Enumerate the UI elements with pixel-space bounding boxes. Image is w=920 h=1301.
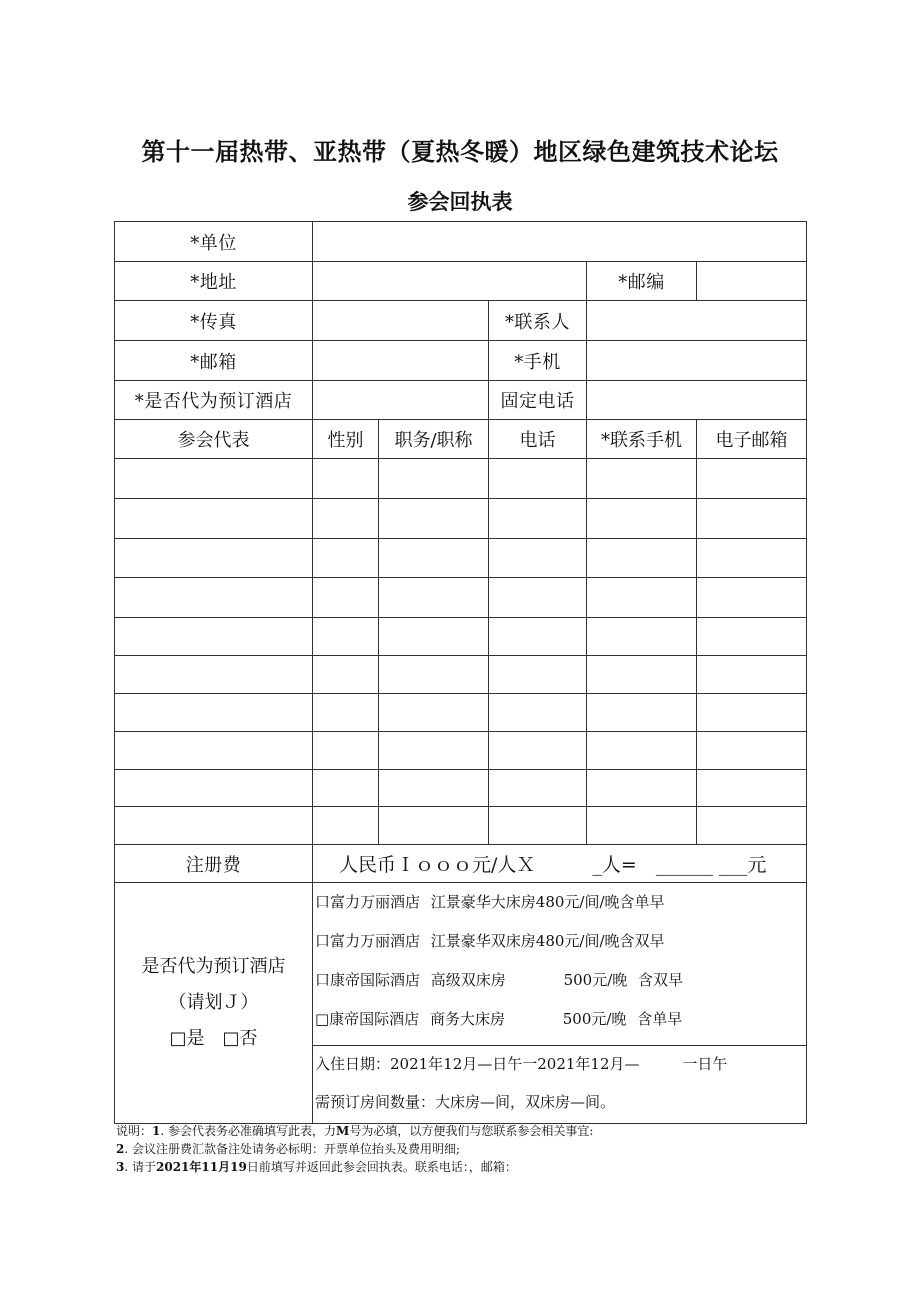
hotel-name: 口富力万丽酒店 bbox=[315, 893, 421, 911]
delegate-cell[interactable] bbox=[489, 694, 587, 732]
note-text: M bbox=[336, 1124, 350, 1138]
landline-label: 固定电话 bbox=[489, 381, 587, 420]
delegate-cell[interactable] bbox=[587, 732, 697, 770]
delegate-cell[interactable] bbox=[489, 578, 587, 618]
landline-input-cell[interactable] bbox=[587, 381, 807, 420]
hotel-breakfast: 含双早 bbox=[638, 971, 684, 989]
registration-form-table bbox=[114, 221, 807, 1124]
delegate-cell[interactable] bbox=[587, 770, 697, 807]
delegate-cell[interactable] bbox=[697, 539, 807, 578]
delegate-cell[interactable] bbox=[379, 578, 489, 618]
note-text: . 会议注册费汇款备注处请务必标明：开票单位抬头及费用明细; bbox=[124, 1142, 461, 1156]
fax-label: *传真 bbox=[115, 301, 313, 341]
delegate-cell[interactable] bbox=[313, 656, 379, 694]
hotel-room: 高级双床房 bbox=[430, 971, 506, 989]
delegate-cell[interactable] bbox=[587, 694, 697, 732]
delegate-cell[interactable] bbox=[115, 459, 313, 499]
note-text: 日前填写并返回此参会回执表。联系电话：，邮箱： bbox=[246, 1160, 517, 1174]
hotel-name: 口富力万丽酒店 bbox=[315, 932, 421, 950]
email-label: *邮箱 bbox=[115, 341, 313, 381]
delegate-row bbox=[115, 618, 807, 656]
delegate-cell[interactable] bbox=[115, 807, 313, 845]
delegate-cell[interactable] bbox=[489, 459, 587, 499]
hotel-price: 500元/晚 bbox=[563, 971, 628, 989]
delegate-row bbox=[115, 499, 807, 539]
note-number: 2 bbox=[116, 1142, 125, 1156]
delegate-cell[interactable] bbox=[697, 459, 807, 499]
note-date: 2021年11月19 bbox=[156, 1160, 247, 1174]
delegate-cell[interactable] bbox=[313, 618, 379, 656]
position-header: 职务/职称 bbox=[379, 420, 489, 459]
delegate-cell[interactable] bbox=[115, 539, 313, 578]
delegate-cell[interactable] bbox=[587, 459, 697, 499]
hotel-question-text: 是否代为预订酒店 bbox=[141, 956, 286, 977]
checkin-cell bbox=[313, 1046, 807, 1124]
page-title: 第十一届热带、亚热带（夏热冬暖）地区绿色建筑技术论坛 bbox=[141, 138, 779, 166]
delegate-cell[interactable] bbox=[379, 539, 489, 578]
notes-section bbox=[116, 1122, 593, 1176]
delegate-cell[interactable] bbox=[489, 732, 587, 770]
delegate-row bbox=[115, 770, 807, 807]
hotel-price: 500元/晚 bbox=[562, 1010, 627, 1028]
hotel-option[interactable] bbox=[315, 1006, 806, 1045]
delegate-cell[interactable] bbox=[379, 807, 489, 845]
mobile-label: *手机 bbox=[489, 341, 587, 381]
delegate-cell[interactable] bbox=[697, 618, 807, 656]
delegate-cell[interactable] bbox=[313, 578, 379, 618]
checkin-date-line[interactable] bbox=[315, 1046, 806, 1084]
hotel-name: 口康帝国际酒店 bbox=[315, 971, 421, 989]
delegate-cell[interactable] bbox=[489, 656, 587, 694]
delegate-cell[interactable] bbox=[379, 499, 489, 539]
registration-fee-value[interactable]: 人民币Ｉｏｏｏ元/人Ｘ _人= ______ ___元 bbox=[313, 845, 807, 883]
delegate-cell[interactable] bbox=[489, 539, 587, 578]
delegate-cell[interactable] bbox=[115, 694, 313, 732]
hotel-option[interactable] bbox=[315, 889, 806, 928]
delegate-cell[interactable] bbox=[697, 732, 807, 770]
delegate-cell[interactable] bbox=[379, 694, 489, 732]
delegate-row bbox=[115, 539, 807, 578]
hotel-breakfast: 含单早 bbox=[637, 1010, 683, 1028]
hotel-room: 江景豪华大床房480元/间/晚含单早 bbox=[430, 893, 665, 911]
delegate-row bbox=[115, 732, 807, 770]
note-1 bbox=[116, 1122, 593, 1140]
delegate-cell[interactable] bbox=[587, 578, 697, 618]
delegate-cell[interactable] bbox=[697, 770, 807, 807]
address-label: *地址 bbox=[115, 262, 313, 301]
hotel-question-cell bbox=[115, 883, 313, 1124]
delegate-cell[interactable] bbox=[489, 807, 587, 845]
delegate-cell[interactable] bbox=[115, 732, 313, 770]
email-header: 电子邮箱 bbox=[697, 420, 807, 459]
delegate-cell[interactable] bbox=[313, 807, 379, 845]
unit-label: *单位 bbox=[115, 222, 313, 262]
delegate-cell[interactable] bbox=[587, 656, 697, 694]
delegate-cell[interactable] bbox=[115, 770, 313, 807]
registration-fee-label: 注册费 bbox=[115, 845, 313, 883]
hotel-yes-no-checkboxes[interactable]: □是 □否 bbox=[169, 1028, 258, 1049]
delegate-cell[interactable] bbox=[313, 694, 379, 732]
checkin-date-text: 入住日期：2021年12月—日午一2021年12月— bbox=[315, 1055, 640, 1073]
hotel-question-hint: （请划Ｊ） bbox=[168, 992, 259, 1013]
note-number: 3 bbox=[116, 1160, 125, 1174]
delegate-row bbox=[115, 807, 807, 845]
delegate-cell[interactable] bbox=[697, 807, 807, 845]
delegate-row bbox=[115, 656, 807, 694]
note-3 bbox=[116, 1158, 593, 1176]
delegate-cell[interactable] bbox=[115, 618, 313, 656]
contact-mobile-header: *联系手机 bbox=[587, 420, 697, 459]
delegate-cell[interactable] bbox=[313, 499, 379, 539]
postcode-label: *邮编 bbox=[587, 262, 697, 301]
hotel-booking-question-label: *是否代为预订酒店 bbox=[115, 381, 313, 420]
delegate-cell[interactable] bbox=[697, 578, 807, 618]
delegate-cell[interactable] bbox=[697, 694, 807, 732]
notes-prefix: 说明： bbox=[116, 1124, 153, 1138]
hotel-booking-answer-cell[interactable] bbox=[313, 381, 489, 420]
delegate-cell[interactable] bbox=[115, 499, 313, 539]
delegate-cell[interactable] bbox=[587, 807, 697, 845]
mobile-input-cell[interactable] bbox=[587, 341, 807, 381]
delegate-cell[interactable] bbox=[313, 539, 379, 578]
hotel-room: 江景豪华双床房480元/间/晚含双早 bbox=[430, 932, 665, 950]
postcode-input-cell[interactable] bbox=[697, 262, 807, 301]
checkin-date-end: 一日午 bbox=[682, 1055, 728, 1073]
delegate-cell[interactable] bbox=[115, 656, 313, 694]
delegate-row bbox=[115, 578, 807, 618]
delegate-cell[interactable] bbox=[115, 578, 313, 618]
address-input-cell[interactable] bbox=[313, 262, 587, 301]
delegate-name-header: 参会代表 bbox=[115, 420, 313, 459]
delegate-cell[interactable] bbox=[489, 618, 587, 656]
note-number: 1 bbox=[152, 1124, 161, 1138]
delegate-cell[interactable] bbox=[313, 770, 379, 807]
hotel-option[interactable] bbox=[315, 967, 806, 1006]
hotel-option[interactable] bbox=[315, 928, 806, 967]
note-text: . 参会代表务必准确填写此表，力 bbox=[160, 1124, 337, 1138]
delegate-cell[interactable] bbox=[379, 656, 489, 694]
delegate-cell[interactable] bbox=[379, 732, 489, 770]
note-text: . 请于 bbox=[124, 1160, 156, 1174]
delegate-header-row bbox=[115, 420, 807, 459]
hotel-room: 商务大床房 bbox=[429, 1010, 505, 1028]
delegate-cell[interactable] bbox=[587, 618, 697, 656]
delegate-cell[interactable] bbox=[697, 656, 807, 694]
contact-person-label: *联系人 bbox=[489, 301, 587, 341]
delegate-cell[interactable] bbox=[379, 770, 489, 807]
delegate-row bbox=[115, 459, 807, 499]
hotel-options-cell bbox=[313, 883, 807, 1046]
note-2 bbox=[116, 1140, 593, 1158]
unit-input-cell[interactable] bbox=[313, 222, 807, 262]
delegate-cell[interactable] bbox=[587, 499, 697, 539]
email-input-cell[interactable] bbox=[313, 341, 489, 381]
delegate-cell[interactable] bbox=[489, 499, 587, 539]
note-text: 号为必填，以方便我们与您联系参会相关事宜: bbox=[349, 1124, 594, 1138]
phone-header: 电话 bbox=[489, 420, 587, 459]
delegate-cell[interactable] bbox=[379, 459, 489, 499]
delegate-cell[interactable] bbox=[697, 499, 807, 539]
delegate-cell[interactable] bbox=[489, 770, 587, 807]
delegate-row bbox=[115, 694, 807, 732]
hotel-name: □康帝国际酒店 bbox=[315, 1010, 420, 1028]
delegate-cell[interactable] bbox=[587, 539, 697, 578]
page-subtitle: 参会回执表 bbox=[407, 190, 513, 214]
fax-input-cell[interactable] bbox=[313, 301, 489, 341]
delegate-cell[interactable] bbox=[313, 732, 379, 770]
contact-person-input-cell[interactable] bbox=[587, 301, 807, 341]
delegate-cell[interactable] bbox=[313, 459, 379, 499]
delegate-cell[interactable] bbox=[379, 618, 489, 656]
rooms-needed-line[interactable]: 需预订房间数量：大床房—间，双床房—间。 bbox=[315, 1093, 616, 1111]
gender-header: 性别 bbox=[313, 420, 379, 459]
